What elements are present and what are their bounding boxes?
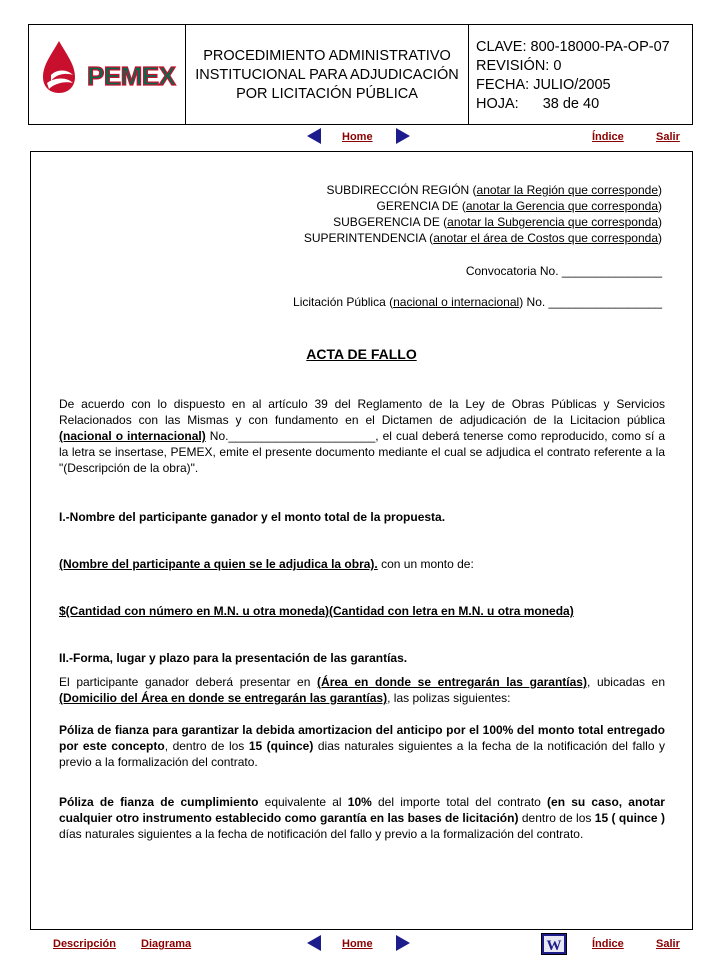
clave: CLAVE: 800-18000-PA-OP-07 — [476, 39, 670, 55]
garantias-paragraph: El participante ganador deberá presentar en (Área en donde se entregarán las garantías), ubicadas en (Domicilio del Área en donde se entregarán las garantías), las polizas siguientes: — [59, 675, 665, 705]
winner-fill: (Nombre del participante a quien se le adjudica la obra). — [59, 557, 378, 571]
section-2-title: II.-Forma, lugar y plazo para la presentación de las garantías. — [59, 651, 408, 665]
hoja-label: HOJA: — [476, 96, 519, 112]
winner-line: (Nombre del participante a quien se le adjudica la obra). con un monto de: — [59, 557, 474, 571]
word-document-icon[interactable] — [541, 933, 567, 955]
nav-bottom-next-arrow-icon[interactable] — [395, 934, 411, 952]
procedure-title: PROCEDIMIENTO ADMINISTRATIVO INSTITUCIONAL PARA ADJUDICACIÓN POR LICITACIÓN PÚBLICA — [186, 25, 469, 124]
poliza-anticipo-paragraph: Póliza de fianza para garantizar la debida amortizacion del anticipo por el 100% del monto total entregado por este concepto, dentro de los 15 (quince) dias naturales siguientes a la fecha de la notificación del fallo y previo a la formalización del contrato. — [59, 723, 665, 769]
nav-bottom-indice-link[interactable]: Índice — [592, 938, 624, 950]
convocatoria-line: Convocatoria No. _______________ — [465, 264, 662, 278]
nav-bottom-home-link[interactable]: Home — [342, 938, 373, 950]
word-icon-letter: W — [546, 938, 562, 954]
nav-bottom-descripcion-link[interactable]: Descripción — [53, 938, 116, 950]
subdireccion-fill: anotar la Región que corresponde — [476, 183, 658, 197]
licitacion-fill: nacional o internacional — [393, 295, 520, 309]
nav-bottom-prev-arrow-icon[interactable] — [306, 934, 322, 952]
amount-line: $(Cantidad con número en M.N. u otra moneda)(Cantidad con letra en M.N. u otra moneda) — [59, 604, 574, 618]
nav-top-home-link[interactable]: Home — [342, 131, 373, 143]
pemex-logo — [29, 25, 183, 124]
nav-top-salir-link[interactable]: Salir — [656, 131, 680, 143]
gerencia-fill: anotar la Gerencia que corresponda — [465, 199, 658, 213]
pemex-wordmark: PEMEX — [87, 61, 176, 91]
subdireccion-line: SUBDIRECCIÓN REGIÓN (anotar la Región que corresponde) — [326, 183, 662, 197]
hoja-value: 38 de 40 — [542, 96, 600, 112]
fecha: FECHA: JULIO/2005 — [476, 77, 611, 93]
logo-cell — [29, 25, 186, 124]
licitacion-line: Licitación Pública (nacional o internacional) No. _________________ — [293, 295, 662, 309]
subgerencia-line: SUBGERENCIA DE (anotar la Subgerencia que corresponda) — [333, 215, 662, 229]
document-header — [28, 24, 693, 125]
content-frame — [30, 151, 693, 930]
nav-top-next-arrow-icon[interactable] — [395, 127, 411, 145]
nav-top-prev-arrow-icon[interactable] — [306, 127, 322, 145]
superintendencia-line: SUPERINTENDENCIA (anotar el área de Costos que corresponda) — [303, 231, 662, 245]
gerencia-line: GERENCIA DE (anotar la Gerencia que corresponda) — [376, 199, 662, 213]
document-meta — [469, 25, 692, 124]
nav-top-indice-link[interactable]: Índice — [592, 131, 624, 143]
acta-title: ACTA DE FALLO — [306, 346, 417, 362]
section-1-title: I.-Nombre del participante ganador y el monto total de la propuesta. — [59, 510, 446, 524]
poliza-cumplimiento-paragraph: Póliza de fianza de cumplimiento equivalente al 10% del importe total del contrato (en su caso, anotar cualquier otro instrumento establecido como garantía en las bases de licitación) dentro de los 15 ( quince ) días naturales siguientes a la fecha de notificación del fallo y previo a la formalización del contrato. — [59, 795, 665, 841]
subgerencia-fill: anotar la Subgerencia que corresponda — [447, 215, 658, 229]
nav-bottom-salir-link[interactable]: Salir — [656, 938, 680, 950]
revision: REVISIÓN: 0 — [476, 58, 562, 74]
intro-paragraph: De acuerdo con lo dispuesto en al artículo 39 del Reglamento de la Ley de Obras Públicas y Servicios Relacionados con las Mismas y con fundamento en el Dictamen de adjudicación de la Licitacion pública (nacional o internacional) No.______________________, el cual deberá tenerse como reproducido, como sí a la letra se insertase, PEMEX, emite el presente documento mediante el cual se adjudica el contrato referente a la "(Descripción de la obra)". — [59, 397, 665, 475]
hoja — [476, 95, 692, 114]
nav-bottom-diagrama-link[interactable]: Diagrama — [141, 938, 192, 950]
superintendencia-fill: anotar el área de Costos que corresponda — [433, 231, 658, 245]
